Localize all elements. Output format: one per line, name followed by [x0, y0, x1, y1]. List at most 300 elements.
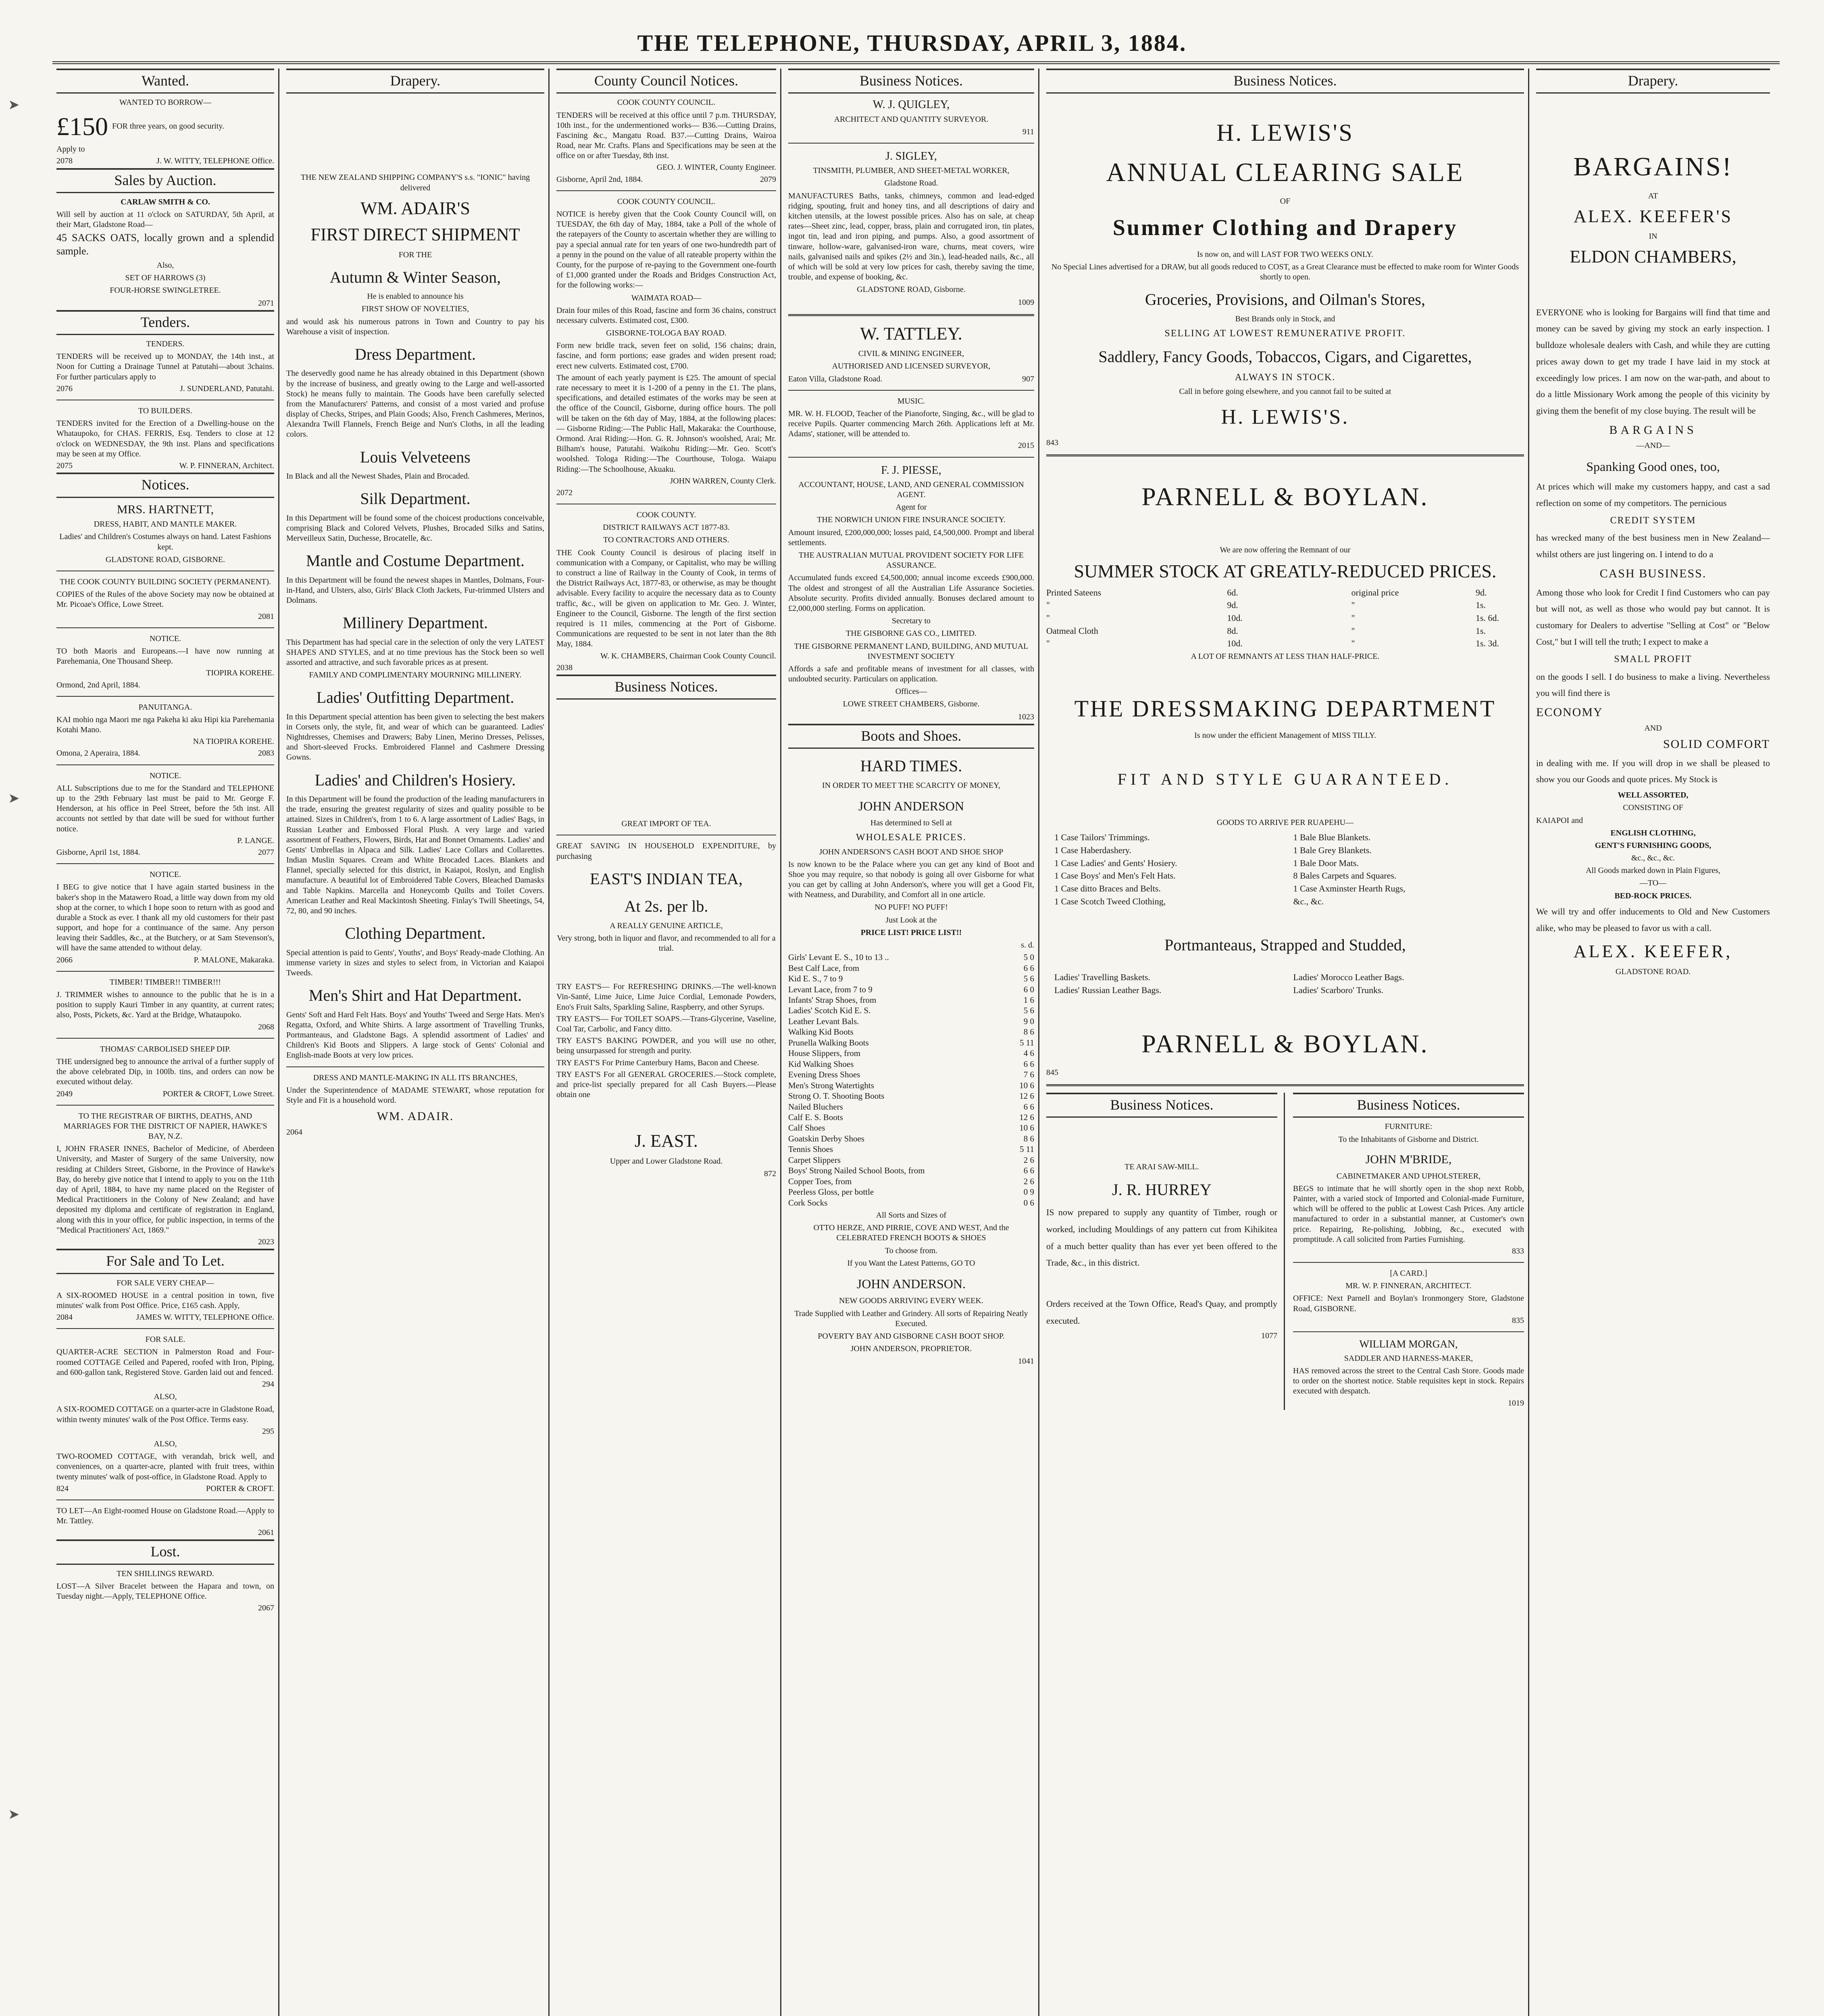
furniture-block	[1293, 1093, 1524, 1410]
wanted-text: FOR three years, on good security.	[112, 122, 225, 131]
tea-article: A REALLY GENUINE ARTICLE,	[610, 921, 723, 930]
ad-number: 295	[262, 1427, 274, 1436]
adair-shipment: FIRST DIRECT SHIPMENT	[310, 225, 520, 245]
cc3-subtitle: DISTRICT RAILWAYS ACT 1877-83.	[603, 523, 730, 532]
adair-for-the: FOR THE	[398, 250, 432, 259]
furn-text: BEGS to intimate that he will shortly open in the shop next Robb, Painter, with a varied stock of Imported and Colonial-made Furniture, which will be offered to the public at Lowest Cash Prices. Any article manufactured to order in a substantial manner, at Customer's own price. Repairing, Re-polishing, Jobbing, &c., executed with promptitude. A call solicited from Parties Furnishing.	[1293, 1184, 1524, 1244]
column-wide-business	[1042, 69, 1528, 2016]
registrar-text: I, JOHN FRASER INNES, Bachelor of Medicine, of Aberdeen University, and Master of Surgery of the same University, now residing at Childers Street, Gisborne, in the Province of Hawke's Bay, do hereby give notice that I intend to apply to you on the 11th day of April, 1884, to have my name placed on the Register of Medical Practitioners in the Colony of New Zealand; and have deposited my diploma and certificate of registration in England, along with this in your office, for public inspection, in terms of the "Medical Practitioners' Act, 1869."	[56, 1144, 274, 1235]
price-columns: s. d.	[1021, 941, 1034, 950]
keefer-address: GLADSTONE ROAD.	[1615, 967, 1691, 976]
lewis-now: Is now on, and will LAST FOR TWO WEEKS ONLY.	[1197, 250, 1374, 259]
pb-price-row	[1046, 625, 1524, 637]
price-row	[788, 1091, 1034, 1101]
pb-goods-item: 1 Case Axminster Hearth Rugs,	[1293, 883, 1405, 893]
timber-text: J. TRIMMER wishes to announce to the public that he is in a position to supply Kauri Timber in any quantity, at current rates; also, Posts, Pickets, &c. Yard at the Bridge, Whataupoko.	[56, 990, 274, 1020]
ad-number: 2084	[56, 1313, 73, 1322]
sale1-signature: JAMES W. WITTY, TELEPHONE Office.	[136, 1313, 274, 1322]
furn-to: To the Inhabitants of Gisborne and District.	[1338, 1135, 1479, 1144]
price-row	[788, 1165, 1034, 1176]
price-row	[788, 952, 1034, 962]
column-county-council	[552, 69, 780, 2016]
pb-orig: original price	[1351, 587, 1399, 598]
sale1-title: FOR SALE VERY CHEAP—	[117, 1278, 214, 1287]
tattley-address: Eaton Villa, Gladstone Road.	[788, 374, 883, 383]
price-value: 7 6	[1023, 1070, 1034, 1080]
price-row	[788, 1144, 1034, 1154]
tea-price: At 2s. per lb.	[624, 897, 708, 916]
piesse-secretary: Secretary to	[891, 616, 931, 626]
pb-item: Oatmeal Cloth	[1046, 625, 1098, 636]
panui-signature: NA TIOPIRA KOREHE.	[193, 737, 274, 746]
notices-heading: Notices.	[56, 473, 274, 498]
louis-text: In Black and all the Newest Shades, Plain and Brocaded.	[286, 472, 470, 481]
price-row	[788, 1176, 1034, 1187]
just-look: Just Look at the	[885, 915, 937, 925]
tolet-text: TO LET—An Eight-roomed House on Gladstone Road.—Apply to Mr. Tattley.	[56, 1506, 274, 1526]
piesse-company1-text: Amount insured, £200,000,000; losses paid, £4,500,000. Prompt and liberal settlements.	[788, 528, 1034, 547]
registrar-title: TO THE REGISTRAR OF BIRTHS, DEATHS, AND MARRIAGES FOR THE DISTRICT OF NAPIER, HAWKE'S BAY, N.Z.	[63, 1111, 267, 1141]
price-row	[788, 1069, 1034, 1080]
keefer-spanking: Spanking Good ones, too,	[1586, 459, 1720, 474]
divider	[56, 696, 274, 697]
price-row	[788, 1155, 1034, 1165]
pb-price-row	[1046, 612, 1524, 624]
card-title: [A CARD.]	[1390, 1269, 1427, 1278]
wanted-heading: Wanted.	[56, 69, 274, 94]
ad-number: 2083	[258, 749, 274, 758]
millinery-mourning: FAMILY AND COMPLIMENTARY MOURNING MILLINERY.	[309, 671, 522, 680]
drapery-heading: Drapery.	[286, 69, 544, 94]
keefer-name: ALEX. KEEFER'S	[1574, 206, 1732, 226]
keefer-gents: GENT'S FURNISHING GOODS,	[1595, 841, 1712, 850]
price-value: 6 6	[1023, 963, 1034, 973]
hartnett-trade: DRESS, HABIT, AND MANTLE MAKER.	[94, 520, 237, 529]
wanted-apply: Apply to	[56, 145, 85, 154]
wanted-amount: £150	[56, 112, 108, 141]
sigley-trade: TINSMITH, PLUMBER, AND SHEET-METAL WORKER,	[813, 166, 1010, 175]
anderson-name2: JOHN ANDERSON.	[856, 1277, 966, 1291]
cc1-title: COOK COUNTY COUNCIL.	[617, 98, 716, 107]
no-puff: NO PUFF! NO PUFF!	[875, 903, 948, 912]
price-item: House Slippers, from	[788, 1048, 861, 1058]
lewis-of: OF	[1280, 197, 1291, 206]
ad-number: 2081	[258, 612, 274, 621]
price-row	[788, 1102, 1034, 1112]
hartnett-text: Ladies' and Children's Costumes always on hand. Latest Fashions kept.	[59, 532, 271, 552]
price-item: Infants' Strap Shoes, from	[788, 995, 877, 1005]
ad-number: 1041	[1018, 1357, 1034, 1366]
pb-goods-item: 1 Case Boys' and Men's Felt Hats.	[1054, 871, 1176, 881]
adair-invite: and would ask his numerous patrons in Town and Country to pay his Warehouse a visit of inspection.	[286, 317, 544, 336]
dip-text: THE undersigned beg to announce the arrival of a further supply of the above celebrated Dip, in 100lb. tins, and orders can now be executed without delay.	[56, 1057, 274, 1087]
price-value: 0 6	[1023, 1198, 1034, 1208]
ad-number: 2015	[1018, 441, 1034, 450]
pb-goods-item: 1 Case Tailors' Trimmings.	[1054, 832, 1150, 843]
business-heading: Business Notices.	[1046, 69, 1524, 94]
pb-orig: "	[1351, 638, 1355, 649]
adair-signature: WM. ADAIR.	[377, 1110, 454, 1123]
price-row	[788, 995, 1034, 1005]
anderson-determined: Has determined to Sell at	[870, 818, 952, 828]
price-row	[788, 1027, 1034, 1037]
column-rule	[1528, 69, 1529, 2016]
piesse-company4-text: Affords a safe and profitable means of investment for all classes, with undoubted security. Particulars on application.	[788, 664, 1034, 684]
price-item: Levant Lace, from 7 to 9	[788, 984, 872, 994]
tenders-text: TENDERS will be received up to MONDAY, the 14th inst., at Noon for Cutting a Drainage Tunnel at Patutahi—about 3chains. For further particulars apply to	[56, 352, 274, 381]
tenders-heading: Tenders.	[56, 310, 274, 335]
price-row	[788, 1080, 1034, 1091]
panui-title: PANUITANGA.	[138, 702, 192, 712]
tea-text: GREAT SAVING IN HOUSEHOLD EXPENDITURE, by purchasing	[556, 841, 776, 861]
price-value: 5 6	[1023, 1006, 1034, 1016]
choose: To choose from.	[885, 1246, 938, 1255]
ad-number: 2072	[556, 488, 573, 497]
sale4-signature: PORTER & CROFT.	[206, 1484, 274, 1493]
lewis-groceries: Groceries, Provisions, and Oilman's Stores,	[1145, 290, 1425, 309]
pb-item: Printed Sateens	[1046, 587, 1101, 598]
column-classifieds	[52, 69, 278, 2016]
pb-price: 10d.	[1227, 638, 1243, 649]
adair-intro: THE NEW ZEALAND SHIPPING COMPANY'S s.s. "IONIC" having delivered	[300, 173, 530, 192]
auction-sacks: 45 SACKS OATS, locally grown and a splendid sample.	[56, 232, 274, 257]
lewis-selling: SELLING AT LOWEST REMUNERATIVE PROFIT.	[1164, 328, 1406, 339]
notice3-text: I BEG to give notice that I have again started business in the baker's shop in the Matawero Road, a little way down from my old shop at the corner, to which I hope soon to return with as good and durable a Stock as ever. I thank all my old customers for their past support, and hope for a continuance of the same. Any person leaving their Saddles, &c., at the Butchery, or at Sam Stevenson's, will have the same attended to without delay.	[56, 883, 274, 953]
price-item: Girls' Levant E. S., 10 to 13 ..	[788, 952, 889, 962]
price-row	[788, 963, 1034, 973]
music-title: MUSIC.	[897, 396, 925, 406]
price-value: 6 6	[1023, 1059, 1034, 1069]
cc1-signature: GEO. J. WINTER, County Engineer.	[656, 163, 776, 172]
column-drapery-adair	[282, 69, 548, 2016]
sigley-text: MANUFACTURES Baths, tanks, chimneys, common and lead-edged ridging, spouting, fruit and honey tins, and all descriptions of dairy and kitchen utensils, at the lowest possible prices. Also has on sale, at cheap rates—Sheet zinc, lead, copper, brass, plain and corrugated iron, tin plates, ingot tin, lead and iron piping, and pumps. Also, a good assortment of tinware, hollow-ware, galvanised-iron ware, churns, meat covers, wire nails, galvanised nails and spikes (2½ and 3in.), lead-headed nails, &c., all of which will be sold at very low prices for cash, thereby saving the time, trouble, and expense of booking, &c.	[788, 191, 1034, 282]
price-value: 5 0	[1023, 952, 1034, 962]
sigley-name: J. SIGLEY,	[885, 150, 937, 162]
pb-dressmaking: THE DRESSMAKING DEPARTMENT	[1074, 696, 1496, 722]
hard-times-text: IN ORDER TO MEET THE SCARCITY OF MONEY,	[822, 781, 1000, 790]
cc2-work2: Form new bridle track, seven feet on solid, 156 chains; drain, fascine, and form portions; ease grades and widen present road; erect new culverts. Estimated cost, £700.	[556, 341, 776, 371]
price-value: 6 6	[1023, 1102, 1034, 1112]
sigley-address: Gladstone Road.	[884, 179, 938, 188]
keefer-bargains2: BARGAINS	[1609, 423, 1697, 437]
lewis-saddlery: Saddlery, Fancy Goods, Tobaccos, Cigars, and Cigarettes,	[1098, 348, 1472, 366]
pb-goods-item: &c., &c.	[1293, 896, 1324, 906]
price-item: Prunella Walking Boots	[788, 1037, 869, 1048]
sigley-address2: GLADSTONE ROAD, Gisborne.	[857, 285, 966, 294]
keefer-assorted: WELL ASSORTED,	[1618, 791, 1689, 800]
notice3-title: NOTICE.	[149, 870, 181, 879]
lewis-summer: Summer Clothing and Drapery	[1112, 215, 1458, 241]
keefer-etc: &c., &c., &c.	[1631, 854, 1675, 863]
building-title: THE COOK COUNTY BUILDING SOCIETY (PERMANENT).	[59, 577, 271, 587]
morgan-trade: SADDLER AND HARNESS-MAKER,	[1344, 1354, 1473, 1363]
auction-text: Will sell by auction at 11 o'clock on SATURDAY, 5th April, at their Mart, Gladstone Road—	[56, 210, 274, 229]
ad-number: 2049	[56, 1089, 73, 1098]
pb-price: 9d.	[1227, 600, 1238, 610]
wanted-title: WANTED TO BORROW—	[119, 98, 212, 107]
cc2-title: COOK COUNTY COUNCIL.	[617, 197, 716, 206]
pb-bag-item: Ladies' Travelling Baskets.	[1054, 972, 1151, 982]
panui-date: Omona, 2 Aperaira, 1884.	[56, 749, 140, 758]
auction-swingle: FOUR-HORSE SWINGLETREE.	[110, 286, 221, 295]
notice2-text: ALL Subscriptions due to me for the Standard and TELEPHONE up to the 29th February last must be paid to Mr. George F. Henderson, at his office in Peel Street, before the 5th inst. All accounts not settled by that date will be sued for without further notice.	[56, 783, 274, 833]
cc2-work1-heading: WAIMATA ROAD—	[631, 293, 702, 302]
piesse-offices: Offices—	[895, 687, 927, 696]
ad-number: 2023	[258, 1237, 274, 1246]
price-item: Tennis Shoes	[788, 1144, 833, 1154]
ad-number: 2077	[258, 848, 274, 857]
pb-name: PARNELL & BOYLAN.	[1141, 482, 1429, 511]
price-item: Kid E. S., 7 to 9	[788, 974, 843, 984]
divider	[56, 1038, 274, 1039]
pb-price-row	[1046, 638, 1524, 649]
keefer-and: —AND—	[1636, 441, 1670, 450]
mens-heading: Men's Shirt and Hat Department.	[308, 986, 522, 1005]
column-rule	[548, 69, 550, 2016]
piesse-trade: ACCOUNTANT, HOUSE, LAND, AND GENERAL COMMISSION AGENT.	[798, 480, 1024, 500]
saw-text: IS now prepared to supply any quantity of Timber, rough or worked, including Mouldings of any pattern cut from Kihikitea of a much better quality than has ever yet been offered to the Trade, &c., in this district.	[1046, 1207, 1277, 1268]
furn-trade: CABINETMAKER AND UPHOLSTERER,	[1336, 1171, 1481, 1181]
ad-number: 2079	[760, 175, 776, 184]
pb-orig: "	[1351, 600, 1355, 610]
try-east-1: TRY EAST'S— For REFRESHING DRINKS.—The well-known Vin-Santé, Lime Juice, Lime Juice Cordial, Lemonade Powders, Eno's Fruit Salts, Sparkling Saline, Raspberry, and other Syrups.	[556, 982, 776, 1012]
divider	[556, 190, 776, 191]
business-heading: Business Notices.	[788, 69, 1034, 94]
price-item: Boys' Strong Nailed School Boots, from	[788, 1166, 925, 1176]
keefer-text1: EVERYONE who is looking for Bargains will find that time and money can be saved by giving my stock an early inspection. I bulldoze wholesale dealers with Cash, and while they are cutting prices away down to get my trade I have laid in my stock at exceedingly low prices. I am now on the war-path, and about to do a little Missionary Work among the people of this vicinity by giving them the benefit of my close buying. The result will be	[1536, 307, 1770, 416]
keefer-consisting: CONSISTING OF	[1623, 803, 1683, 812]
builders-text: TENDERS invited for the Erection of a Dwelling-house on the Whataupoko, for CHAS. FERRIS, Esq. Tenders to close at 12 o'clock on WEDNESDAY, the 9th inst. Plans and specifications may be seen at my Office.	[56, 419, 274, 458]
pb-item: "	[1046, 638, 1050, 649]
piesse-name: F. J. PIESSE,	[881, 464, 941, 477]
pb-goods-item: 1 Case Scotch Tweed Clothing,	[1054, 896, 1166, 906]
ad-number: 2066	[56, 955, 73, 964]
lewis-best: Best Brands only in Stock, and	[1235, 314, 1335, 323]
adair-firm: WM. ADAIR'S	[360, 198, 470, 218]
furn-name: JOHN M'BRIDE,	[1365, 1152, 1452, 1166]
pb-price-row	[1046, 587, 1524, 598]
price-value: 12 6	[1019, 1091, 1034, 1101]
column-drapery-keefer	[1532, 69, 1774, 2016]
price-item: Calf Shoes	[788, 1123, 825, 1133]
price-item: Strong O. T. Shooting Boots	[788, 1091, 885, 1101]
tenders-signature: J. SUNDERLAND, Patutahi.	[180, 384, 274, 393]
price-item: Nailed Bluchers	[788, 1102, 843, 1112]
divider	[788, 314, 1034, 316]
county-heading: County Council Notices.	[556, 69, 776, 94]
saw-orders: Orders received at the Town Office, Read's Quay, and promptly executed.	[1046, 1299, 1277, 1326]
keefer-bedrock: BED-ROCK PRICES.	[1614, 891, 1692, 900]
keefer-text3: has wrecked many of the best business men in New Zealand—whilst others are just lingering on. I intend to do a	[1536, 533, 1770, 560]
morgan-text: HAS removed across the street to the Central Cash Store. Goods made to order on the shortest notice. Stable requisites kept in stock. Repairs executed with despatch.	[1293, 1366, 1524, 1396]
sale1-text: A SIX-ROOMED HOUSE in a central position in town, five minutes' walk from Post Office. Price, £165 cash. Apply,	[56, 1291, 274, 1310]
ad-number: 1077	[1261, 1331, 1277, 1340]
notice1-date: Ormond, 2nd April, 1884.	[56, 680, 140, 689]
pb-goods-item: 1 Case Ladies' and Gents' Hosiery.	[1054, 858, 1177, 868]
business-heading: Business Notices.	[556, 675, 776, 700]
lost-title: TEN SHILLINGS REWARD.	[117, 1569, 214, 1578]
notice2-title: NOTICE.	[149, 771, 181, 780]
pb-goods-item: 1 Case ditto Braces and Belts.	[1054, 883, 1161, 893]
cc2-work1: Drain four miles of this Road, fascine and form 36 chains, construct necessary culverts. Estimated cost, £300.	[556, 306, 776, 325]
pb-name2: PARNELL & BOYLAN.	[1141, 1029, 1429, 1058]
price-value: 8 6	[1023, 1133, 1034, 1143]
column-business-notices	[784, 69, 1038, 2016]
masthead-rule	[52, 61, 1780, 64]
keefer-signature: ALEX. KEEFER,	[1573, 941, 1733, 962]
lost-heading: Lost.	[56, 1539, 274, 1564]
dressmaking-heading: DRESS AND MANTLE-MAKING IN ALL ITS BRANCHES,	[313, 1073, 518, 1082]
piesse-company2-text: Accumulated funds exceed £4,500,000; annual income exceeds £900,000. The oldest and strongest of all the Australian Life Assurance Societies. Absolute security. Profits divided annually. Bonuses declared amount to £2,000,000 sterling. Forms on application.	[788, 573, 1034, 613]
tea-name: EAST'S INDIAN TEA,	[590, 869, 743, 888]
keefer-credit: CREDIT SYSTEM	[1610, 515, 1696, 526]
adair-first-show: FIRST SHOW OF NOVELTIES,	[361, 304, 469, 314]
pb-orig: "	[1351, 625, 1355, 636]
ad-number: 2068	[258, 1022, 274, 1031]
cc3-subtitle2: TO CONTRACTORS AND OTHERS.	[603, 535, 729, 545]
price-value: 0 9	[1023, 1187, 1034, 1197]
try-east-3: TRY EAST'S BAKING POWDER, and you will use no other, being unsurpassed for strength and purity.	[556, 1036, 776, 1056]
keefer-text2: At prices which will make my customers happy, and cast a sad reflection on some of my competitors. The pernicious	[1536, 481, 1770, 508]
ad-number: 2071	[258, 298, 274, 308]
price-value: 8 6	[1023, 1027, 1034, 1037]
quigley-text: ARCHITECT AND QUANTITY SURVEYOR.	[834, 115, 989, 124]
tattley-trade: CIVIL & MINING ENGINEER,	[858, 349, 964, 358]
ad-number: 2067	[258, 1604, 274, 1613]
silk-heading: Silk Department.	[360, 489, 471, 508]
notice1-text: TO both Maoris and Europeans.—I have now running at Parehemania, One Thousand Sheep.	[56, 646, 274, 666]
divider	[56, 1328, 274, 1329]
all-sorts: All Sorts and Sizes of	[876, 1211, 947, 1220]
business-heading: Business Notices.	[1293, 1093, 1524, 1118]
outfitting-heading: Ladies' Outfitting Department.	[316, 688, 514, 707]
price-row	[788, 1005, 1034, 1016]
divider	[1046, 454, 1524, 456]
price-row	[788, 984, 1034, 995]
price-value: 4 6	[1023, 1048, 1034, 1058]
sale2-title: FOR SALE.	[145, 1335, 185, 1344]
pb-goods-title: GOODS TO ARRIVE PER RUAPEHU—	[1216, 818, 1354, 827]
ad-number: 1009	[1018, 298, 1034, 307]
pb-goods-list	[1054, 832, 1516, 907]
keefer-small-profit: SMALL PROFIT	[1614, 654, 1692, 665]
divider	[788, 457, 1034, 458]
dressmaking-text: Under the Superintendence of MADAME STEWART, whose reputation for Style and Fit is a household word.	[286, 1085, 544, 1105]
tattley-sub: AUTHORISED AND LICENSED SURVEYOR,	[832, 362, 991, 371]
millinery-text: This Department has had special care in the selection of only the very LATEST SHAPES AND STYLES, and at no time previous has the Stock been so well assorted and attractive, and such favorable prices as at present.	[286, 637, 544, 667]
piesse-address: LOWE STREET CHAMBERS, Gisborne.	[843, 700, 980, 709]
piesse-company4: THE GISBORNE PERMANENT LAND, BUILDING, AND MUTUAL INVESTMENT SOCIETY	[794, 641, 1029, 661]
price-value: 9 0	[1023, 1016, 1034, 1026]
keefer-economy: ECONOMY	[1536, 706, 1603, 719]
pb-goods-item: 1 Case Haberdashery.	[1054, 845, 1131, 855]
dress-dept-text: The deservedly good name he has already obtained in this Department (shown by the increase of business, and greatly owing to the Large and well-assorted Stock) he means fully to maintain. The Goods have been carefully selected from the Manufacturers' Patterns, and consist of a most varied and profuse display of Checks, Stripes, and Plain Goods; Also, French Cashmeres, Merinos, Alexandra Twill Flannels, French Beige and Nun's Cloths, in all the leading colors.	[286, 369, 544, 439]
builders-title: TO BUILDERS.	[138, 406, 193, 416]
cc2-text2: The amount of each yearly payment is £25. The amount of special rate necessary to meet it is 1-200 of a penny in the £1. The plans, specifications, and detailed estimates of the works may be seen at the office of the Council, Gisborne, during office hours. The poll will be taken on the 6th day of May, 1884, at the following places:— Gisborne Riding:—The Public Hall, Makaraka: the Courthouse, Ormond. Arai Riding:—Hon. G. R. Johnson's woolshed, Arai; Mr. Bilham's house, Patutahi. Waikohu Riding:—Mr. Geo. Scott's woolshed. Tologa Riding:—The Courthouse, Tologa. Waiapu Riding:—The Schoolhouse, Akuaku.	[556, 373, 776, 474]
cc3-signature: W. K. CHAMBERS, Chairman Cook County Council.	[600, 651, 776, 660]
quigley-name: W. J. QUIGLEY,	[872, 98, 950, 111]
lewis-always: ALWAYS IN STOCK.	[1235, 372, 1336, 383]
notice3-signature: P. MALONE, Makaraka.	[194, 955, 274, 964]
keefer-and2: AND	[1644, 723, 1662, 733]
hosiery-text: In this Department will be found the production of the leading manufacturers in the trade, ensuring the greatest regularity of sizes and quality possible to be attained. Sizes in Children's, from 1 to 6. A large assortment of Ladies' Bags, in Russian Leather and Embossed Floral Plush. A very large and varied assortment of Feathers, Flowers, Birds, Hat and Bonnet Ornaments. Ladies' and Gents' Umbrellas in Alpaca and Silk. Ladies' Lace Collars and Collarettes. Indian Muslin Squares. Cream and White Brocaded Laces. Blankets and Flannel, specially selected for this district, in Kaiapoi, Roslyn, and English manufacture. A beautiful lot of Embroidered Table Covers, Bleached Damasks and Table Napkins. Marcella and Honeycomb Quilts and Toilet Covers. American Leather and Real Mackintosh Sheeting. Finlay's Twill Sheetings, 54, 72, 80, and 90 inches.	[286, 794, 544, 916]
masthead: THE TELEPHONE, THURSDAY, APRIL 3, 1884.	[637, 30, 1187, 56]
keefer-chambers: ELDON CHAMBERS,	[1570, 247, 1737, 267]
keefer-text4: Among those who look for Credit I find Customers who can pay but will not, as well as those who would pay but cannot. It is customary for Dealers to advertise "Selling at Cost" or "Below Cost," but I will tell the truth; I expect to make a	[1536, 587, 1770, 647]
sale-heading: For Sale and To Let.	[56, 1249, 274, 1274]
cc2-work2-heading: GISBORNE-TOLOGA BAY ROAD.	[606, 329, 727, 338]
ad-number: 845	[1046, 1068, 1058, 1077]
cc2-signature: JOHN WARREN, County Clerk.	[670, 476, 776, 485]
ad-number: 907	[1022, 374, 1034, 383]
shop-title: JOHN ANDERSON'S CASH BOOT AND SHOE SHOP	[819, 847, 1004, 856]
keefer-at: AT	[1648, 191, 1658, 200]
cc1-date: Gisborne, April 2nd, 1884.	[556, 175, 643, 184]
ad-number: 824	[56, 1484, 69, 1493]
pb-bag-item: Ladies' Scarboro' Trunks.	[1293, 985, 1384, 995]
ad-number: 2078	[56, 156, 73, 166]
price-item: Peerless Gloss, per bottle	[788, 1187, 874, 1197]
price-item: Walking Kid Boots	[788, 1027, 854, 1037]
ad-number: 843	[1046, 438, 1058, 447]
piesse-company3: THE GISBORNE GAS CO., LIMITED.	[846, 629, 977, 638]
dress-dept-heading: Dress Department.	[355, 345, 476, 363]
auction-also: Also,	[156, 260, 174, 270]
lost-text: LOST—A Silver Bracelet between the Hapara and town, on Tuesday night.—Apply, TELEPHONE Office.	[56, 1582, 274, 1601]
price-item: Best Calf Lace, from	[788, 963, 860, 973]
builders-signature: W. P. FINNERAN, Architect.	[179, 461, 274, 470]
price-item: Ladies' Scotch Kid E. S.	[788, 1006, 871, 1016]
ad-number: 1019	[1508, 1398, 1524, 1408]
saw-title: TE ARAI SAW-MILL.	[1124, 1162, 1199, 1172]
ad-number: 2061	[258, 1528, 274, 1537]
price-item: Evening Dress Shoes	[788, 1070, 860, 1080]
column-rule	[278, 69, 279, 2016]
furn-title: FURNITURE:	[1385, 1122, 1433, 1131]
anderson-wholesale: WHOLESALE PRICES.	[856, 832, 966, 843]
pb-goods-item: 1 Bale Door Mats.	[1293, 858, 1359, 868]
keefer-all-goods: All Goods marked down in Plain Figures,	[1586, 866, 1720, 875]
price-row	[788, 1059, 1034, 1069]
margin-arrow-icon: ➤	[8, 98, 20, 112]
pb-item: "	[1046, 600, 1050, 610]
notice2-date: Gisborne, April 1st, 1884.	[56, 848, 140, 857]
tea-title: GREAT IMPORT OF TEA.	[621, 819, 711, 829]
panui-text: KAI mohio nga Maori me nga Pakeha ki aku Hipi kia Parehemania Kotahi Mano.	[56, 715, 274, 735]
ad-number: 1023	[1018, 712, 1034, 721]
pb-bag-item: Ladies' Morocco Leather Bags.	[1293, 972, 1404, 982]
notice2-signature: P. LANGE.	[237, 836, 274, 845]
price-list-title: PRICE LIST! PRICE LIST!!	[860, 928, 962, 937]
anderson-name: JOHN ANDERSON	[858, 798, 964, 813]
millinery-heading: Millinery Department.	[343, 614, 488, 632]
sale4-text: TWO-ROOMED COTTAGE, with verandah, brick well, and conveniences, on a quarter-acre, planted with fruit trees, within twenty minutes' walk of post-office, in Gladstone Road. Apply to	[56, 1452, 274, 1481]
pb-dressmaking-text: Is now under the efficient Management of MISS TILLY.	[1194, 731, 1376, 740]
divider	[1293, 1262, 1524, 1263]
price-item: Kid Walking Shoes	[788, 1059, 854, 1069]
pb-goods-item: 1 Bale Grey Blankets.	[1293, 845, 1372, 855]
proprietor: JOHN ANDERSON, PROPRIETOR.	[850, 1344, 972, 1354]
keefer-comfort: SOLID COMFORT	[1663, 737, 1770, 751]
auction-harrows: SET OF HARROWS (3)	[125, 273, 206, 283]
hosiery-heading: Ladies' and Children's Hosiery.	[314, 771, 516, 789]
price-item: Calf E. S. Boots	[788, 1112, 843, 1122]
shop-text: Is now known to be the Palace where you can get any kind of Boot and Shoe you may require, so that nobody is going all over Gisborne for what you can get by calling at John Anderson's, where you will get a Good Fit, with Neatness, and Durability, and Comfort all in one article.	[788, 860, 1034, 900]
trade-supplied: Trade Supplied with Leather and Grindery. All sorts of Repairing Neatly Executed.	[794, 1309, 1028, 1328]
keefer-bargains: BARGAINS!	[1573, 152, 1733, 182]
mantle-heading: Mantle and Costume Department.	[306, 552, 525, 570]
keefer-english: ENGLISH CLOTHING,	[1610, 828, 1696, 837]
